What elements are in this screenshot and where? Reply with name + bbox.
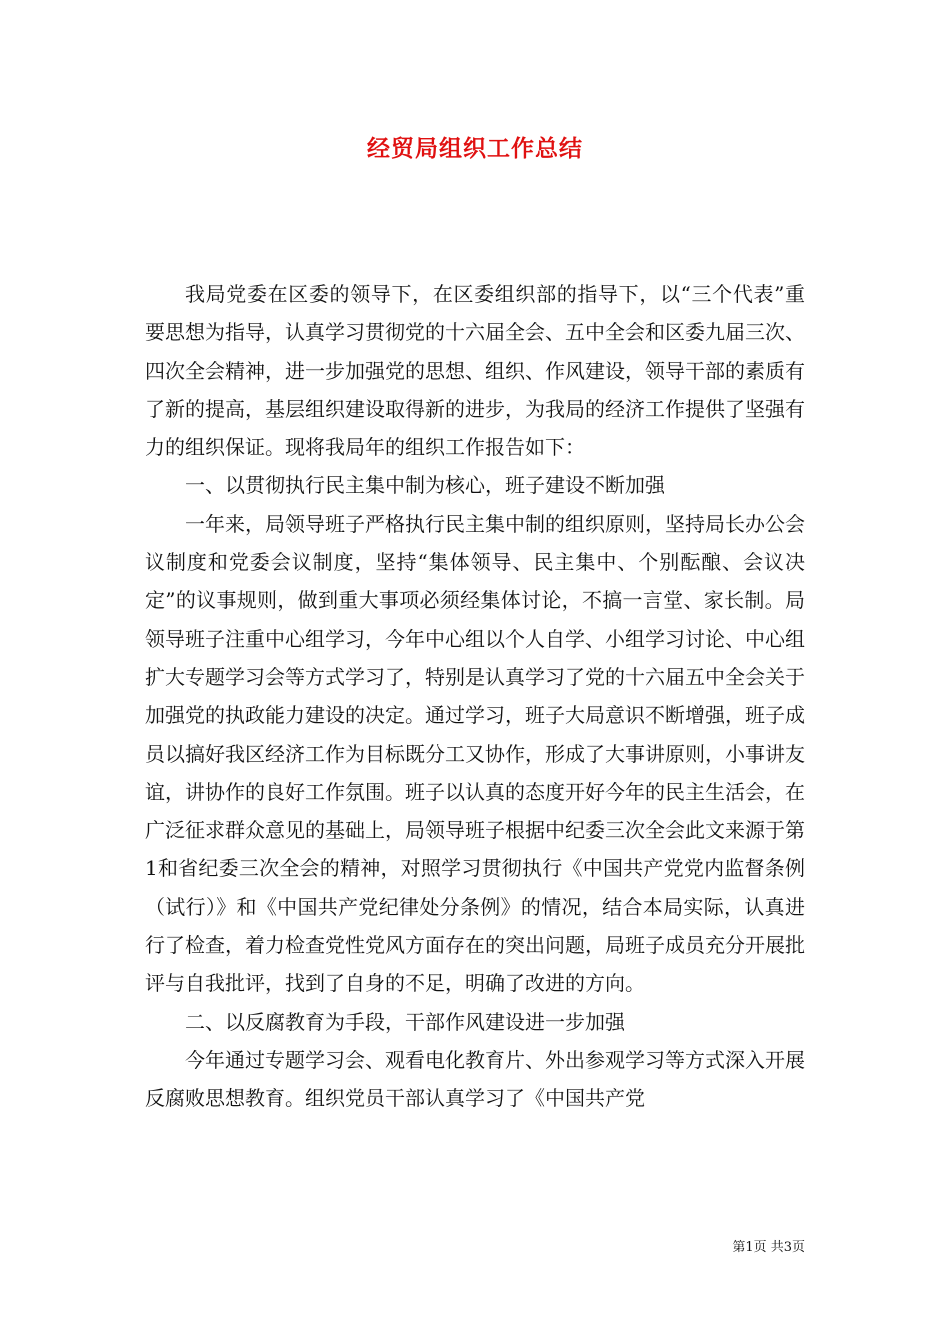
paragraph-intro: 我局党委在区委的领导下，在区委组织部的指导下，以“三个代表”重要思想为指导，认真学习贯彻党的十六届全会、五中全会和区委九届三次、四次全会精神，进一步加强党的思想、组织、作风建设，领导干部的素质有了新的提高，基层组织建设取得新的进步，为我局的经济工作提供了坚强有力的组织保证。现将我局年的组织工作报告如下： — [145, 282, 805, 460]
paragraph-section-2: 今年通过专题学习会、观看电化教育片、外出参观学习等方式深入开展反腐败思想教育。组织党员干部认真学习了《中国共产党 — [145, 1047, 805, 1111]
section-heading-1: 一、以贯彻执行民主集中制为核心，班子建设不断加强 — [185, 473, 665, 498]
section-heading-2: 二、以反腐教育为手段，干部作风建设进一步加强 — [185, 1009, 625, 1034]
paragraph-section-1: 一年来，局领导班子严格执行民主集中制的组织原则，坚持局长办公会议制度和党委会议制度，坚持“集体领导、民主集中、个别酝酿、会议决定”的议事规则，做到重大事项必须经集体讨论，不搞一言堂、家长制。局领导班子注重中心组学习，今年中心组以个人自学、小组学习讨论、中心组扩大专题学习会等方式学习了，特别是认真学习了党的十六届五中全会关于加强党的执政能力建设的决定。通过学习，班子大局意识不断增强，班子成员以搞好我区经济工作为目标既分工又协作，形成了大事讲原则，小事讲友谊，讲协作的良好工作氛围。班子以认真的态度开好今年的民主生活会，在广泛征求群众意见的基础上，局领导班子根据中纪委三次全会此文来源于第1和省纪委三次全会的精神，对照学习贯彻执行《中国共产党党内监督条例（试行）》和《中国共产党纪律处分条例》的情况，结合本局实际，认真进行了检查，着力检查党性党风方面存在的突出问题，局班子成员充分开展批评与自我批评，找到了自身的不足，明确了改进的方向。 — [145, 511, 805, 996]
document-title: 经贸局组织工作总结 — [367, 135, 583, 162]
page-number: 第1页 共3页 — [732, 1240, 805, 1255]
document-body — [145, 275, 805, 1118]
